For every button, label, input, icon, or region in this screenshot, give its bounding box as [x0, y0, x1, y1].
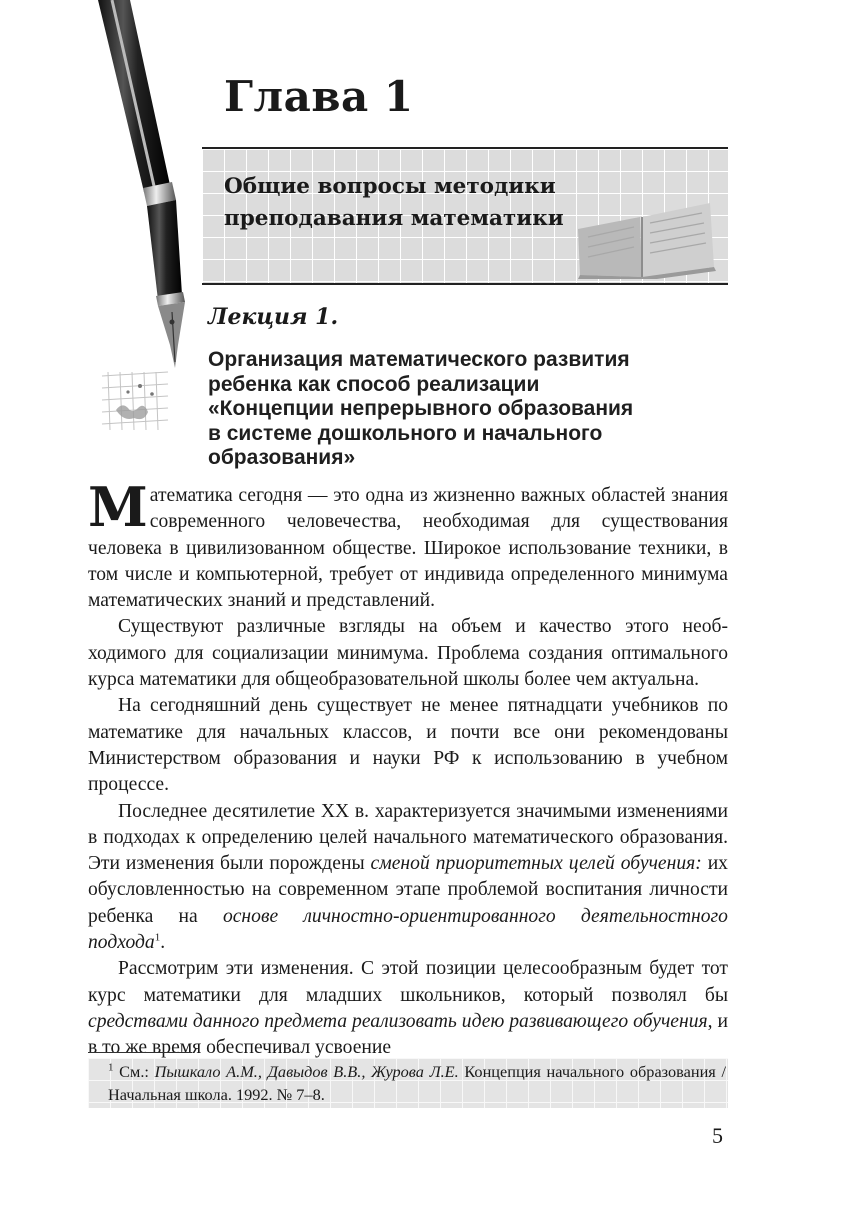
grid-sketch-icon	[100, 370, 170, 432]
paragraph-text: .	[160, 932, 166, 954]
paragraph	[88, 799, 728, 957]
section-title-line1: Общие вопросы методики	[224, 174, 556, 199]
paragraph-text: атематика сегодня — это одна из жизненно важных областей знания современного человечества, необходимая для существования человека в цивилизованном обществе. Широкое использование техники, в том числе и компьютерной, требует от индивида определенного минимума математических знаний и представлений.	[88, 485, 728, 612]
footnote-mark: 1	[108, 1061, 114, 1074]
drop-cap: М	[88, 475, 148, 539]
paragraph: Существуют различные взгляды на объем и качество этого необходимого для социализации минимума. Проблема создания оптимального курса математики для общеобразовательной школы более чем актуальна.	[88, 616, 728, 691]
footnote	[88, 1058, 728, 1108]
body-text	[88, 475, 728, 1062]
footnote-text	[88, 1058, 728, 1106]
lecture-title-line: ребенка как способ реализации	[208, 372, 540, 396]
paragraph	[88, 956, 728, 1061]
footnote-prefix: См.:	[113, 1062, 155, 1081]
lecture-title-line: в системе дошкольного и начального	[208, 421, 603, 445]
italic-emphasis: средствами данного предмета реализовать идею развивающего обучения	[88, 1010, 708, 1032]
italic-emphasis: сменой приоритетных целей обучения:	[370, 853, 702, 875]
paragraph: На сегодняшний день существует не менее пятнадцати учебников по математике для начальных классов, и почти все они рекомендованы Министерством образования и науки РФ к использованию в учебном процессе.	[88, 695, 728, 796]
fountain-pen-icon	[70, 0, 220, 380]
footnote-divider	[88, 1052, 192, 1053]
section-header-box	[202, 147, 728, 285]
footnote-citation: Концепция начального образования / Начальная школа. 1992. № 7–8.	[108, 1062, 726, 1104]
paragraph-text: Последнее десятилетие XX в. характеризуется значимыми изменениями в подходах к определению целей начального математического образования. Эти изменения были порождены	[88, 800, 728, 875]
page-number: 5	[712, 1123, 723, 1148]
lecture-title-line: образования»	[208, 446, 356, 469]
paragraph-text: , и в то же время обеспечивал усвоение	[88, 1010, 728, 1059]
section-title-line2: преподавания математики	[224, 206, 564, 231]
paragraph-text: их обусловленностью на современном этапе проблемой воспитания личности ребенка на	[88, 853, 728, 927]
paragraph	[88, 475, 728, 614]
footnote-reference: 1	[154, 931, 161, 944]
open-book-icon	[570, 189, 720, 279]
lecture-label: Лекция 1.	[208, 304, 339, 330]
lecture-title-line: Организация математического развития	[208, 348, 630, 371]
lecture-title	[208, 348, 633, 471]
paragraph-text: Рассмотрим эти изменения. С этой позиции целесообразным будет тот курс математики для младших школьников, который позволял бы	[88, 958, 728, 1006]
chapter-title: Глава 1	[224, 72, 414, 121]
italic-emphasis: основе личностно-ориентированного деятельностного подхода	[88, 905, 728, 954]
section-title	[224, 171, 564, 235]
footnote-authors: Пышкало А.М., Давыдов В.В., Журова Л.Е.	[154, 1062, 459, 1081]
lecture-title-line: «Концепции непрерывного образования	[208, 397, 634, 420]
